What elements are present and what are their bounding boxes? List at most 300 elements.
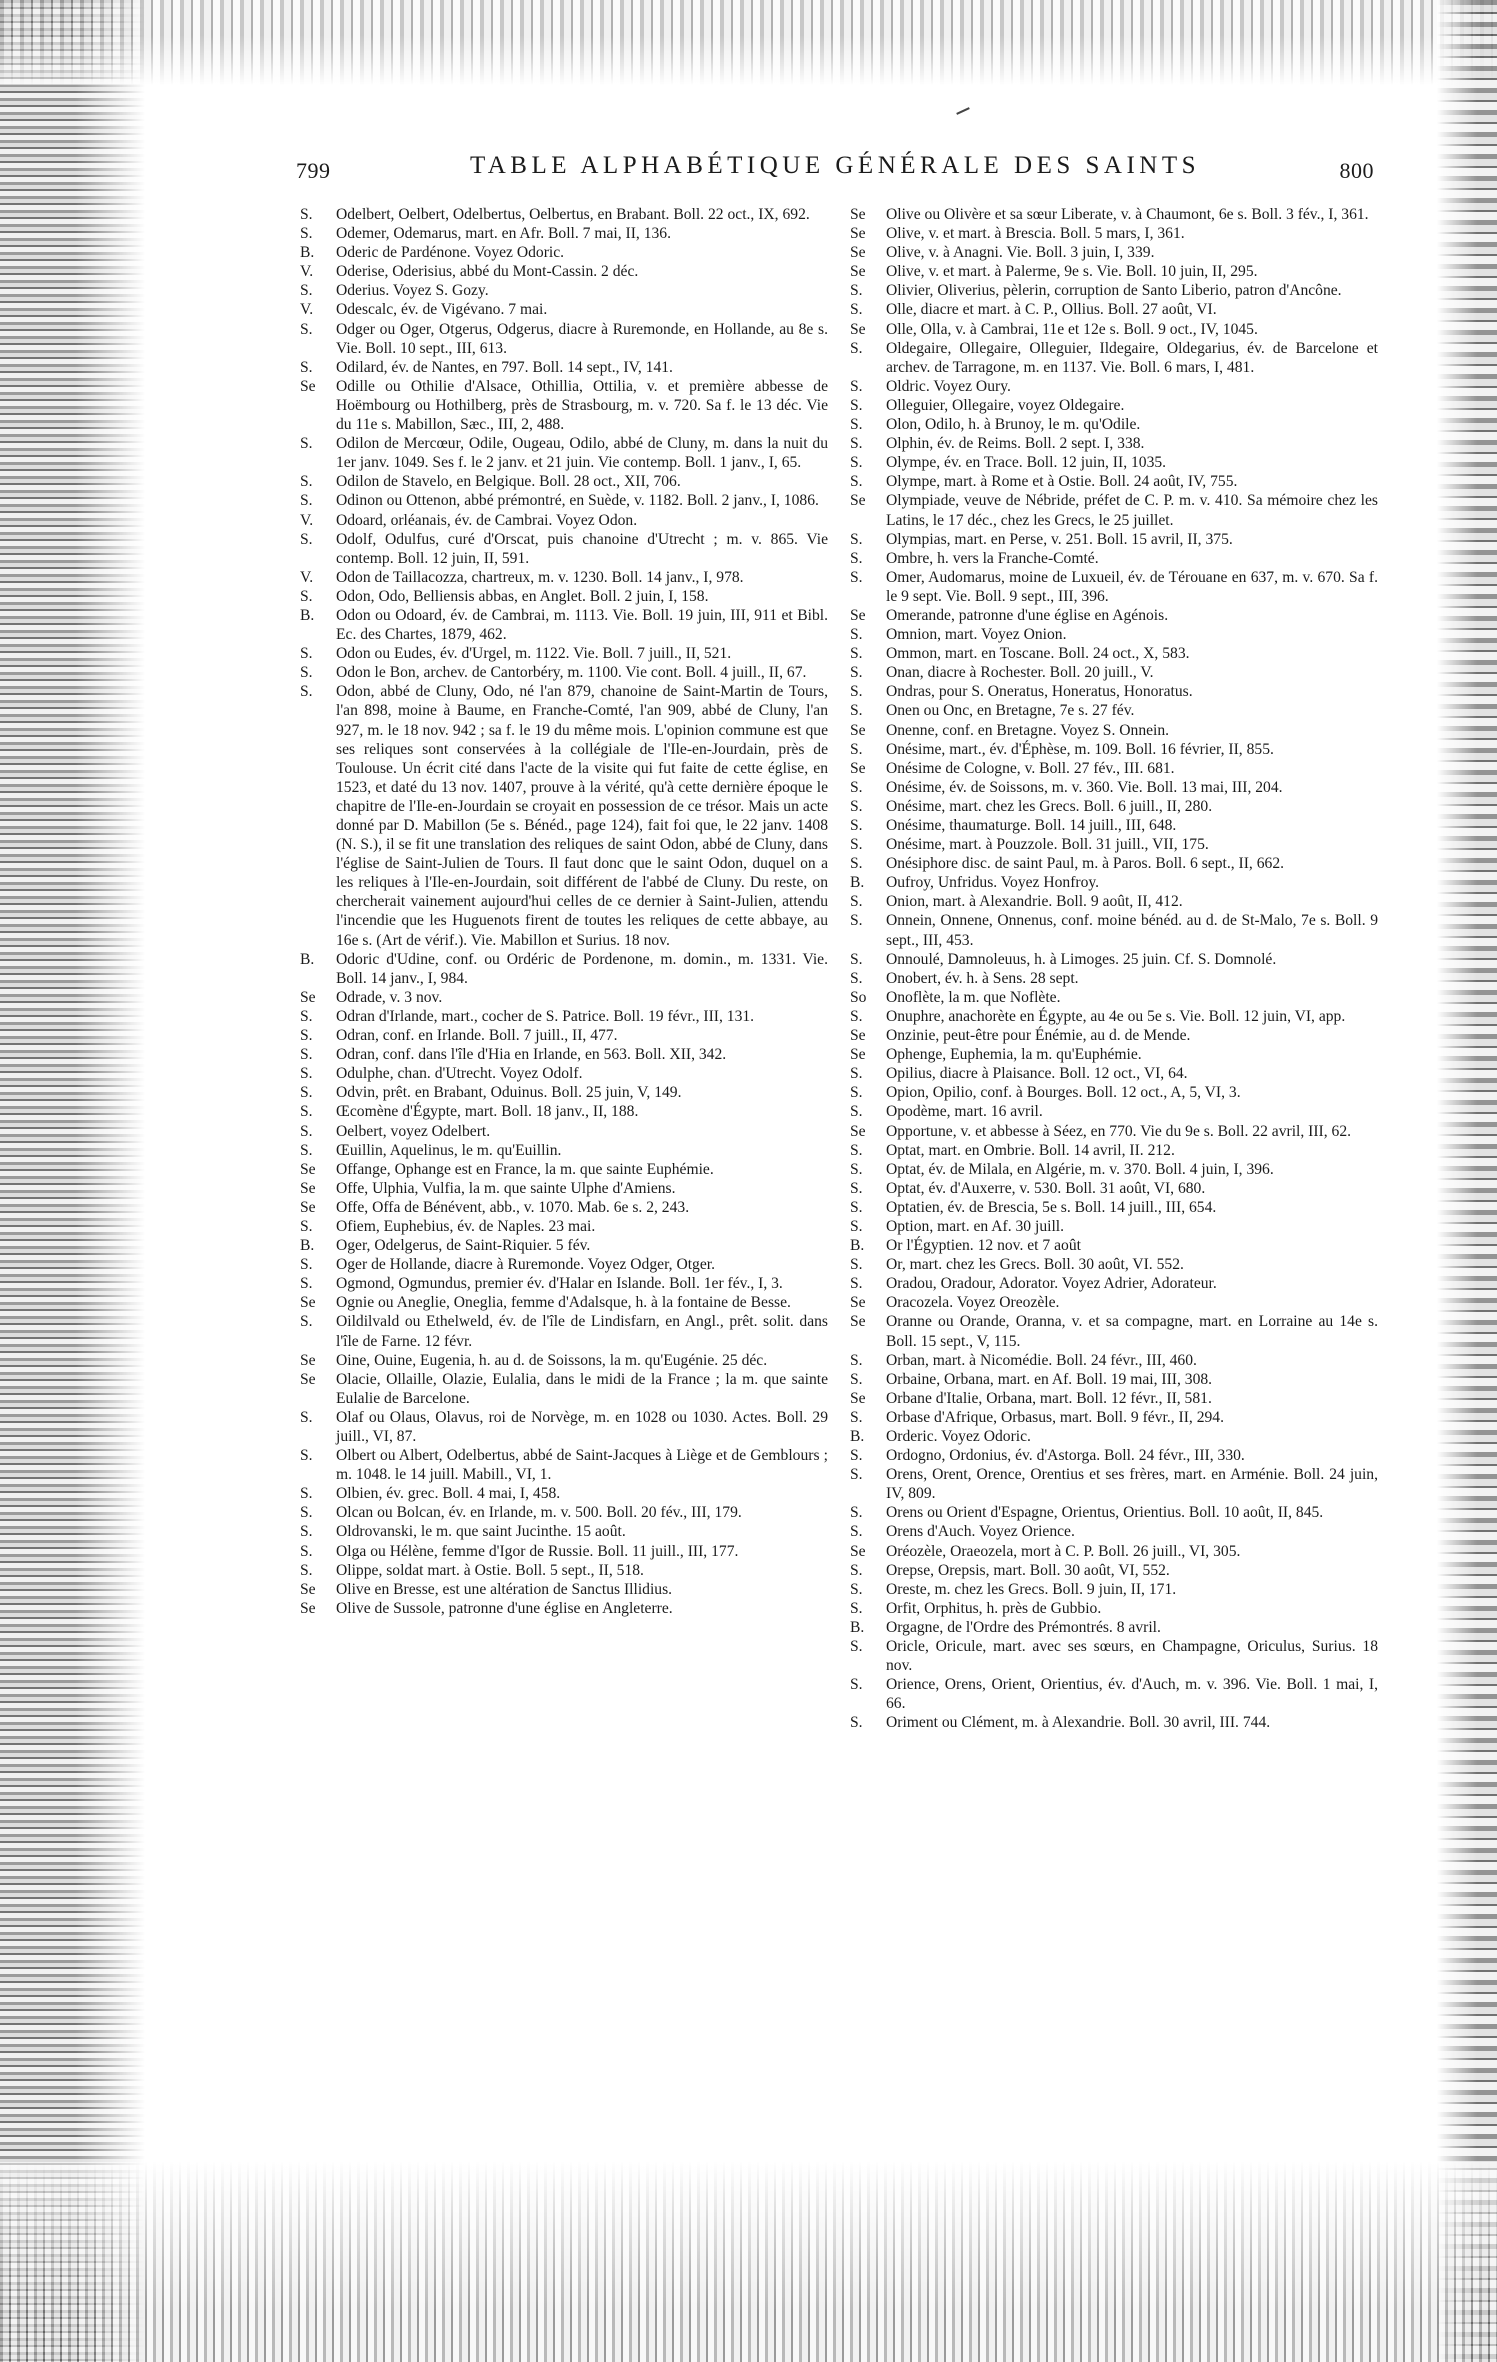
entry-rank-prefix: S. xyxy=(850,817,863,834)
entry-rank-prefix: B. xyxy=(300,950,315,968)
entry-text: Onésime, mart. à Pouzzole. Boll. 31 juill., VII, 175. xyxy=(886,836,1209,854)
index-entry xyxy=(298,1484,828,1503)
index-entry xyxy=(298,988,828,1007)
entry-rank-prefix: S. xyxy=(850,855,863,873)
index-entry xyxy=(298,682,828,949)
index-entry xyxy=(848,1446,1378,1465)
entry-rank-prefix: S. xyxy=(850,339,863,357)
entry-text: Olivier, Oliverius, pèlerin, corruption de Santo Liberio, patron d'Ancône. xyxy=(886,282,1342,300)
entry-text: Optat, év. d'Auxerre, v. 530. Boll. 31 août, VI, 680. xyxy=(886,1179,1206,1197)
index-entry xyxy=(848,472,1378,491)
index-entry xyxy=(848,1675,1378,1713)
entry-text: Odescalc, év. de Vigévano. 7 mai. xyxy=(336,301,548,319)
index-entry xyxy=(848,549,1378,568)
entry-rank-prefix: B. xyxy=(300,244,315,262)
entry-rank-prefix: S. xyxy=(850,893,863,911)
entry-rank-prefix: So xyxy=(850,988,867,1006)
index-entry xyxy=(298,1542,828,1561)
entry-rank-prefix: S. xyxy=(850,377,863,395)
entry-rank-prefix: S. xyxy=(850,301,863,319)
index-entry xyxy=(298,1599,828,1618)
entry-text: Olympiade, veuve de Nébride, préfet de C. P. m. v. 410. Sa mémoire chez les Latins, le 17 déc., chez les Grecs, le 25 juillet. xyxy=(886,492,1378,529)
entry-rank-prefix: B. xyxy=(300,606,315,624)
entry-rank-prefix: S. xyxy=(300,1141,313,1159)
entry-text: Œcomène d'Égypte, mart. Boll. 18 janv., II, 188. xyxy=(336,1103,639,1121)
index-entry xyxy=(298,320,828,358)
entry-text: Olon, Odilo, h. à Brunoy, le m. qu'Odile. xyxy=(886,416,1141,434)
entry-text: Olive de Sussole, patronne d'une église en Angleterre. xyxy=(336,1599,673,1617)
index-entry xyxy=(848,1503,1378,1522)
index-entry xyxy=(298,1198,828,1217)
index-entry xyxy=(848,568,1378,606)
entry-rank-prefix: S. xyxy=(300,492,313,510)
entry-rank-prefix: Se xyxy=(300,1179,316,1197)
entry-rank-prefix: S. xyxy=(850,435,863,453)
entry-text: Olbien, év. grec. Boll. 4 mai, I, 458. xyxy=(336,1485,561,1503)
entry-text: Olive, v. et mart. à Brescia. Boll. 5 mars, I, 361. xyxy=(886,225,1185,243)
entry-rank-prefix: S. xyxy=(300,1027,313,1045)
entry-text: Oldric. Voyez Oury. xyxy=(886,377,1011,395)
entry-text: Oildilvald ou Ethelweld, év. de l'île de Lindisfarn, en Angl., prêt. solit. dans l'île de Farne. 12 févr. xyxy=(336,1313,828,1350)
entry-rank-prefix: Se xyxy=(850,206,866,223)
entry-text: Onion, mart. à Alexandrie. Boll. 9 août, II, 412. xyxy=(886,893,1183,911)
entry-text: Olga ou Hélène, femme d'Igor de Russie. Boll. 11 juill., III, 177. xyxy=(336,1542,739,1560)
index-entry xyxy=(298,1160,828,1179)
entry-rank-prefix: S. xyxy=(300,358,313,376)
entry-rank-prefix: B. xyxy=(850,874,865,892)
index-column-right xyxy=(848,205,1378,1733)
index-entry xyxy=(298,358,828,377)
entry-rank-prefix: S. xyxy=(850,1580,863,1598)
index-entry xyxy=(848,1542,1378,1561)
entry-text: Olympe, mart. à Rome et à Ostie. Boll. 24 août, IV, 755. xyxy=(886,473,1238,491)
entry-rank-prefix: Se xyxy=(850,1046,866,1064)
entry-rank-prefix: Se xyxy=(850,606,866,624)
entry-text: Odille ou Othilie d'Alsace, Othillia, Ottilia, v. et première abbesse de Hoëmbourg ou Hothilberg, près de Strasbourg, m. v. 720. Sa f. le 13 déc. Vie du 11e s. Mabillon, Sæc., III, 2, 488. xyxy=(336,377,828,434)
entry-rank-prefix: Se xyxy=(300,1160,316,1178)
index-entry xyxy=(848,682,1378,701)
index-entry xyxy=(298,491,828,510)
index-entry xyxy=(298,1179,828,1198)
entry-text: Orience, Orens, Orient, Orientius, év. d'Auch, m. v. 396. Vie. Boll. 1 mai, I, 66. xyxy=(886,1676,1378,1713)
entry-text: Orbaine, Orbana, mart. en Af. Boll. 19 mai, III, 308. xyxy=(886,1370,1213,1388)
entry-text: Olacie, Ollaille, Olazie, Eulalia, dans le midi de la France ; la m. que sainte Eulalie de Barcelone. xyxy=(336,1370,828,1407)
entry-rank-prefix: S. xyxy=(850,1007,863,1025)
index-entry xyxy=(848,224,1378,243)
index-entry xyxy=(298,663,828,682)
entry-rank-prefix: S. xyxy=(300,683,313,701)
entry-rank-prefix: S. xyxy=(300,1408,313,1426)
index-entry xyxy=(298,1236,828,1255)
page-title: TABLE ALPHABÉTIQUE GÉNÉRALE DES SAINTS xyxy=(469,152,1201,179)
entry-rank-prefix: S. xyxy=(850,1599,863,1617)
entry-text: Oger de Hollande, diacre à Ruremonde. Voyez Odger, Otger. xyxy=(336,1256,715,1274)
entry-rank-prefix: S. xyxy=(850,568,863,586)
entry-text: Olippe, soldat mart. à Ostie. Boll. 5 sept., II, 518. xyxy=(336,1561,644,1579)
index-entry xyxy=(298,1312,828,1350)
entry-text: Oderic de Pardénone. Voyez Odoric. xyxy=(336,244,565,262)
entry-rank-prefix: S. xyxy=(850,549,863,567)
scan-shadow-top xyxy=(0,0,1497,85)
entry-text: Odran, conf. en Irlande. Boll. 7 juill., II, 477. xyxy=(336,1027,618,1045)
entry-rank-prefix: Se xyxy=(850,1542,866,1560)
entry-text: Oufroy, Unfridus. Voyez Honfroy. xyxy=(886,874,1100,892)
entry-text: Oricle, Oricule, mart. avec ses sœurs, en Champagne, Oriculus, Surius. 18 nov. xyxy=(886,1638,1378,1675)
entry-text: Orepse, Orepsis, mart. Boll. 30 août, VI, 552. xyxy=(886,1561,1170,1579)
entry-rank-prefix: Se xyxy=(300,1198,316,1216)
entry-rank-prefix: Se xyxy=(300,1580,316,1598)
index-entry xyxy=(848,854,1378,873)
entry-text: Oelbert, voyez Odelbert. xyxy=(336,1122,491,1140)
entry-text: Onen ou Onc, en Bretagne, 7e s. 27 fév. xyxy=(886,702,1135,720)
entry-text: Onenne, conf. en Bretagne. Voyez S. Onnein. xyxy=(886,721,1170,739)
index-entry xyxy=(848,1561,1378,1580)
index-entry xyxy=(848,205,1378,224)
index-entry xyxy=(848,339,1378,377)
entry-text: Onzinie, peut-être pour Énémie, au d. de Mende. xyxy=(886,1027,1191,1045)
scan-speck xyxy=(956,107,970,115)
index-entry xyxy=(848,1274,1378,1293)
entry-rank-prefix: S. xyxy=(850,530,863,548)
entry-text: Orens ou Orient d'Espagne, Orientus, Orientius. Boll. 10 août, II, 845. xyxy=(886,1504,1324,1522)
entry-text: Ogmond, Ogmundus, premier év. d'Halar en Islande. Boll. 1er fév., I, 3. xyxy=(336,1275,783,1293)
entry-text: Onan, diacre à Rochester. Boll. 20 juill., V. xyxy=(886,664,1154,682)
entry-text: Ordogno, Ordonius, év. d'Astorga. Boll. 24 févr., III, 330. xyxy=(886,1447,1245,1465)
entry-text: Offe, Ulphia, Vulfia, la m. que sainte Ulphe d'Amiens. xyxy=(336,1179,676,1197)
entry-text: Orbane d'Italie, Orbana, mart. Boll. 12 févr., II, 581. xyxy=(886,1389,1212,1407)
entry-rank-prefix: Se xyxy=(850,492,866,510)
index-entry xyxy=(848,950,1378,969)
index-entry xyxy=(848,1580,1378,1599)
entry-text: Onoflète, la m. que Noflète. xyxy=(886,988,1061,1006)
entry-rank-prefix: S. xyxy=(850,1561,863,1579)
entry-text: Opilius, diacre à Plaisance. Boll. 12 oct., VI, 64. xyxy=(886,1065,1188,1083)
entry-text: Ondras, pour S. Oneratus, Honeratus, Honoratus. xyxy=(886,683,1193,701)
entry-text: Onésiphore disc. de saint Paul, m. à Paros. Boll. 6 sept., II, 662. xyxy=(886,855,1285,873)
entry-text: Orfit, Orphitus, h. près de Gubbio. xyxy=(886,1599,1102,1617)
index-entry xyxy=(298,1064,828,1083)
entry-text: Olle, diacre et mart. à C. P., Ollius. Boll. 27 août, VI. xyxy=(886,301,1217,319)
entry-rank-prefix: S. xyxy=(300,1313,313,1331)
entry-text: Oderius. Voyez S. Gozy. xyxy=(336,282,489,300)
entry-rank-prefix: Se xyxy=(300,377,316,395)
index-entry xyxy=(848,1599,1378,1618)
index-entry xyxy=(298,1446,828,1484)
index-entry xyxy=(298,205,828,224)
entry-text: Onésime de Cologne, v. Boll. 27 fév., III. 681. xyxy=(886,759,1175,777)
entry-text: Odinon ou Ottenon, abbé prémontré, en Suède, v. 1182. Boll. 2 janv., I, 1086. xyxy=(336,492,819,510)
entry-text: Ommon, mart. en Toscane. Boll. 24 oct., X, 583. xyxy=(886,645,1190,663)
index-entry xyxy=(848,1141,1378,1160)
entry-rank-prefix: Se xyxy=(850,320,866,338)
entry-text: Optat, mart. en Ombrie. Boll. 14 avril, II. 212. xyxy=(886,1141,1175,1159)
entry-rank-prefix: V. xyxy=(300,301,314,319)
index-entry xyxy=(848,797,1378,816)
index-entry xyxy=(298,644,828,663)
index-entry xyxy=(848,721,1378,740)
index-entry xyxy=(848,1465,1378,1503)
index-entry xyxy=(848,1389,1378,1408)
entry-text: Orbase d'Afrique, Orbasus, mart. Boll. 9 févr., II, 294. xyxy=(886,1408,1224,1426)
index-entry xyxy=(848,1427,1378,1446)
entry-rank-prefix: S. xyxy=(850,683,863,701)
entry-text: Olive, v. et mart. à Palerme, 9e s. Vie. Boll. 10 juin, II, 295. xyxy=(886,263,1258,281)
index-entry xyxy=(298,300,828,319)
index-entry xyxy=(848,1370,1378,1389)
entry-text: Or, mart. chez les Grecs. Boll. 30 août, VI. 552. xyxy=(886,1256,1184,1274)
entry-text: Odilon de Stavelo, en Belgique. Boll. 28 oct., XII, 706. xyxy=(336,473,681,491)
entry-text: Option, mart. en Af. 30 juill. xyxy=(886,1217,1065,1235)
entry-text: Oldegaire, Ollegaire, Olleguier, Ildegaire, Oldegarius, év. de Barcelone et archev. de Tarragone, m. en 1137. Vie. Boll. 6 mars, I, 481. xyxy=(886,339,1378,376)
index-entry xyxy=(298,530,828,568)
index-entry xyxy=(848,1179,1378,1198)
entry-text: Œuillin, Aquelinus, le m. qu'Euillin. xyxy=(336,1141,562,1159)
running-header xyxy=(296,152,1374,192)
index-entry xyxy=(848,1351,1378,1370)
entry-rank-prefix: S. xyxy=(300,645,313,663)
index-entry xyxy=(298,1274,828,1293)
entry-text: Omnion, mart. Voyez Onion. xyxy=(886,626,1067,644)
entry-rank-prefix: S. xyxy=(300,1523,313,1541)
entry-rank-prefix: S. xyxy=(850,626,863,644)
index-entry xyxy=(298,262,828,281)
index-entry xyxy=(848,988,1378,1007)
entry-rank-prefix: V. xyxy=(300,568,314,586)
entry-rank-prefix: S. xyxy=(850,797,863,815)
entry-rank-prefix: S. xyxy=(850,1351,863,1369)
entry-text: Oderise, Oderisius, abbé du Mont-Cassin. 2 déc. xyxy=(336,263,639,281)
index-entry xyxy=(848,453,1378,472)
entry-text: Omerande, patronne d'une église en Agénois. xyxy=(886,606,1169,624)
scan-shadow-left xyxy=(0,0,145,2362)
index-entry xyxy=(848,243,1378,262)
entry-rank-prefix: Se xyxy=(300,1351,316,1369)
entry-text: Olphin, év. de Reims. Boll. 2 sept. I, 338. xyxy=(886,435,1145,453)
entry-text: Odvin, prêt. en Brabant, Oduinus. Boll. 25 juin, V, 149. xyxy=(336,1084,682,1102)
entry-text: Odrade, v. 3 nov. xyxy=(336,988,443,1006)
index-column-left xyxy=(298,205,828,1618)
index-entry xyxy=(298,587,828,606)
entry-rank-prefix: S. xyxy=(300,1256,313,1274)
entry-rank-prefix: V. xyxy=(300,511,314,529)
entry-rank-prefix: S. xyxy=(300,1103,313,1121)
entry-rank-prefix: Se xyxy=(850,1122,866,1140)
index-entry xyxy=(848,1102,1378,1121)
entry-text: Oranne ou Orande, Oranna, v. et sa compagne, mart. en Lorraine au 14e s. Boll. 15 sept., V, 115. xyxy=(886,1313,1378,1350)
index-entry xyxy=(848,1064,1378,1083)
entry-text: Odulphe, chan. d'Utrecht. Voyez Odolf. xyxy=(336,1065,583,1083)
entry-rank-prefix: S. xyxy=(850,1638,863,1656)
entry-text: Oreste, m. chez les Grecs. Boll. 9 juin, II, 171. xyxy=(886,1580,1177,1598)
entry-rank-prefix: B. xyxy=(850,1237,865,1255)
entry-text: Olleguier, Ollegaire, voyez Oldegaire. xyxy=(886,396,1125,414)
entry-rank-prefix: S. xyxy=(850,645,863,663)
entry-text: Opodème, mart. 16 avril. xyxy=(886,1103,1043,1121)
entry-text: Odolf, Odulfus, curé d'Orscat, puis chanoine d'Utrecht ; m. v. 865. Vie contemp. Boll. 12 juin, II, 591. xyxy=(336,530,828,567)
index-entry xyxy=(848,396,1378,415)
index-entry xyxy=(848,281,1378,300)
entry-rank-prefix: S. xyxy=(850,454,863,472)
entry-rank-prefix: S. xyxy=(850,1447,863,1465)
index-entry xyxy=(298,1503,828,1522)
entry-text: Oine, Ouine, Eugenia, h. au d. de Soissons, la m. qu'Eugénie. 25 déc. xyxy=(336,1351,768,1369)
index-entry xyxy=(298,243,828,262)
entry-rank-prefix: Se xyxy=(850,225,866,243)
index-entry xyxy=(848,491,1378,529)
entry-rank-prefix: Se xyxy=(850,759,866,777)
entry-text: Orban, mart. à Nicomédie. Boll. 24 févr., III, 460. xyxy=(886,1351,1197,1369)
entry-rank-prefix: Se xyxy=(850,721,866,739)
entry-rank-prefix: B. xyxy=(850,1428,865,1445)
index-entry xyxy=(848,1255,1378,1274)
index-entry xyxy=(298,1026,828,1045)
index-entry xyxy=(298,1293,828,1312)
entry-text: Odon le Bon, archev. de Cantorbéry, m. 1100. Vie cont. Boll. 4 juill., II, 67. xyxy=(336,664,807,682)
entry-text: Olbert ou Albert, Odelbertus, abbé de Saint-Jacques à Liège et de Gemblours ; m. 1048. le 14 juill. Mabill., VI, 1. xyxy=(336,1447,828,1484)
index-entry xyxy=(848,625,1378,644)
entry-text: Oriment ou Clément, m. à Alexandrie. Boll. 30 avril, III. 744. xyxy=(886,1714,1271,1732)
entry-text: Oracozela. Voyez Oreozèle. xyxy=(886,1294,1060,1312)
entry-rank-prefix: S. xyxy=(850,912,863,930)
entry-text: Odoard, orléanais, év. de Cambrai. Voyez Odon. xyxy=(336,511,638,529)
entry-text: Olive ou Olivère et sa sœur Liberate, v. à Chaumont, 6e s. Boll. 3 fév., I, 361. xyxy=(886,206,1369,223)
entry-text: Olive en Bresse, est une altération de Sanctus Illidius. xyxy=(336,1580,673,1598)
entry-rank-prefix: S. xyxy=(300,1007,313,1025)
index-entry xyxy=(298,377,828,434)
entry-text: Orens d'Auch. Voyez Orience. xyxy=(886,1523,1075,1541)
entry-rank-prefix: B. xyxy=(850,1618,865,1636)
index-entry xyxy=(848,663,1378,682)
entry-text: Onésime, mart. chez les Grecs. Boll. 6 juill., II, 280. xyxy=(886,797,1213,815)
entry-rank-prefix: Se xyxy=(850,1389,866,1407)
entry-text: Olive, v. à Anagni. Vie. Boll. 3 juin, I, 339. xyxy=(886,244,1155,262)
entry-rank-prefix: S. xyxy=(300,664,313,682)
entry-rank-prefix: S. xyxy=(850,282,863,300)
entry-rank-prefix: Se xyxy=(300,1599,316,1617)
entry-text: Odilard, év. de Nantes, en 797. Boll. 14 sept., IV, 141. xyxy=(336,358,673,376)
index-entry xyxy=(298,281,828,300)
entry-rank-prefix: S. xyxy=(850,1084,863,1102)
entry-rank-prefix: S. xyxy=(850,950,863,968)
entry-text: Ofiem, Euphebius, év. de Naples. 23 mai. xyxy=(336,1217,596,1235)
entry-text: Omer, Audomarus, moine de Luxueil, év. de Térouane en 637, m. v. 670. Sa f. le 9 sept. Vie. Boll. 9 sept., III, 396. xyxy=(886,568,1378,605)
index-entry xyxy=(298,1561,828,1580)
entry-rank-prefix: S. xyxy=(300,473,313,491)
index-entry xyxy=(848,415,1378,434)
index-entry xyxy=(298,1255,828,1274)
index-entry xyxy=(298,1083,828,1102)
index-entry xyxy=(298,511,828,530)
index-entry xyxy=(298,472,828,491)
entry-text: Odon de Taillacozza, chartreux, m. v. 1230. Boll. 14 janv., I, 978. xyxy=(336,568,744,586)
entry-rank-prefix: S. xyxy=(850,473,863,491)
index-entry xyxy=(848,1312,1378,1350)
entry-rank-prefix: S. xyxy=(300,1542,313,1560)
entry-rank-prefix: S. xyxy=(300,435,313,453)
index-entry xyxy=(848,1198,1378,1217)
index-entry xyxy=(848,1045,1378,1064)
entry-rank-prefix: S. xyxy=(300,587,313,605)
entry-rank-prefix: S. xyxy=(300,225,313,243)
entry-text: Offe, Offa de Bénévent, abb., v. 1070. Mab. 6e s. 2, 243. xyxy=(336,1198,690,1216)
entry-text: Onésime, thaumaturge. Boll. 14 juill., III, 648. xyxy=(886,817,1177,834)
index-entry xyxy=(848,1122,1378,1141)
entry-text: Onnoulé, Damnoleuus, h. à Limoges. 25 juin. Cf. S. Domnolé. xyxy=(886,950,1277,968)
index-entry xyxy=(848,1293,1378,1312)
page-number-right: 800 xyxy=(1339,158,1374,183)
index-entry xyxy=(298,1217,828,1236)
entry-rank-prefix: S. xyxy=(300,1504,313,1522)
entry-text: Or l'Égyptien. 12 nov. et 7 août xyxy=(886,1237,1081,1255)
page-number-left: 799 xyxy=(296,158,331,183)
index-entry xyxy=(298,1007,828,1026)
index-entry xyxy=(298,1102,828,1121)
entry-rank-prefix: S. xyxy=(850,702,863,720)
entry-rank-prefix: Se xyxy=(300,1294,316,1312)
index-entry xyxy=(848,1083,1378,1102)
entry-rank-prefix: Se xyxy=(300,988,316,1006)
entry-text: Optatien, év. de Brescia, 5e s. Boll. 14 juill., III, 654. xyxy=(886,1198,1217,1216)
index-entry xyxy=(848,778,1378,797)
entry-text: Olympe, év. en Trace. Boll. 12 juin, II, 1035. xyxy=(886,454,1167,472)
index-entry xyxy=(848,262,1378,281)
entry-rank-prefix: S. xyxy=(850,1370,863,1388)
entry-text: Opportune, v. et abbesse à Séez, en 770. Vie du 9e s. Boll. 22 avril, III, 62. xyxy=(886,1122,1352,1140)
index-entry xyxy=(298,1141,828,1160)
entry-text: Odon ou Odoard, év. de Cambrai, m. 1113. Vie. Boll. 19 juin, III, 911 et Bibl. Ec. des Chartes, 1879, 462. xyxy=(336,606,828,644)
index-entry xyxy=(848,1007,1378,1026)
index-entry xyxy=(848,1637,1378,1675)
index-entry xyxy=(298,1580,828,1599)
index-entry xyxy=(848,1408,1378,1427)
entry-rank-prefix: S. xyxy=(300,1447,313,1465)
index-entry xyxy=(298,1045,828,1064)
entry-text: Odran d'Irlande, mart., cocher de S. Patrice. Boll. 19 févr., III, 131. xyxy=(336,1007,755,1025)
scan-shadow-bottom xyxy=(0,2162,1497,2362)
entry-text: Olympias, mart. en Perse, v. 251. Boll. 15 avril, II, 375. xyxy=(886,530,1233,548)
entry-rank-prefix: S. xyxy=(300,1485,313,1503)
index-entry xyxy=(848,892,1378,911)
entry-text: Ophenge, Euphemia, la m. qu'Euphémie. xyxy=(886,1046,1142,1064)
index-entry xyxy=(848,1522,1378,1541)
entry-rank-prefix: S. xyxy=(850,1275,863,1293)
entry-rank-prefix: S. xyxy=(300,1065,313,1083)
entry-text: Odran, conf. dans l'île d'Hia en Irlande, en 563. Boll. XII, 342. xyxy=(336,1046,727,1064)
entry-rank-prefix: S. xyxy=(300,1122,313,1140)
entry-rank-prefix: S. xyxy=(850,1198,863,1216)
entry-text: Onésime, mart., év. d'Éphèse, m. 109. Boll. 16 février, II, 855. xyxy=(886,740,1274,758)
entry-rank-prefix: S. xyxy=(300,1084,313,1102)
index-entry xyxy=(848,701,1378,720)
entry-text: Odilon de Mercœur, Odile, Ougeau, Odilo, abbé de Cluny, m. dans la nuit du 1er janv. 1049. Ses f. le 2 janv. et 21 juin. Vie contemp. Boll. 1 janv., I, 65. xyxy=(336,435,828,472)
entry-rank-prefix: S. xyxy=(300,1046,313,1064)
entry-rank-prefix: Se xyxy=(850,1313,866,1331)
index-entry xyxy=(848,1618,1378,1637)
entry-text: Oréozèle, Oraeozela, mort à C. P. Boll. 26 juill., VI, 305. xyxy=(886,1542,1241,1560)
entry-text: Odon, Odo, Belliensis abbas, en Anglet. Boll. 2 juin, I, 158. xyxy=(336,587,709,605)
entry-rank-prefix: S. xyxy=(850,1408,863,1426)
entry-rank-prefix: Se xyxy=(850,1294,866,1312)
entry-rank-prefix: S. xyxy=(850,1160,863,1178)
entry-rank-prefix: S. xyxy=(850,1179,863,1197)
entry-rank-prefix: S. xyxy=(850,1217,863,1235)
entry-text: Oger, Odelgerus, de Saint-Riquier. 5 fév. xyxy=(336,1237,591,1255)
entry-text: Odelbert, Oelbert, Odelbertus, Oelbertus, en Brabant. Boll. 22 oct., IX, 692. xyxy=(336,206,810,223)
index-entry xyxy=(848,911,1378,949)
index-entry xyxy=(298,1370,828,1408)
entry-rank-prefix: Se xyxy=(850,263,866,281)
index-entry xyxy=(298,1522,828,1541)
